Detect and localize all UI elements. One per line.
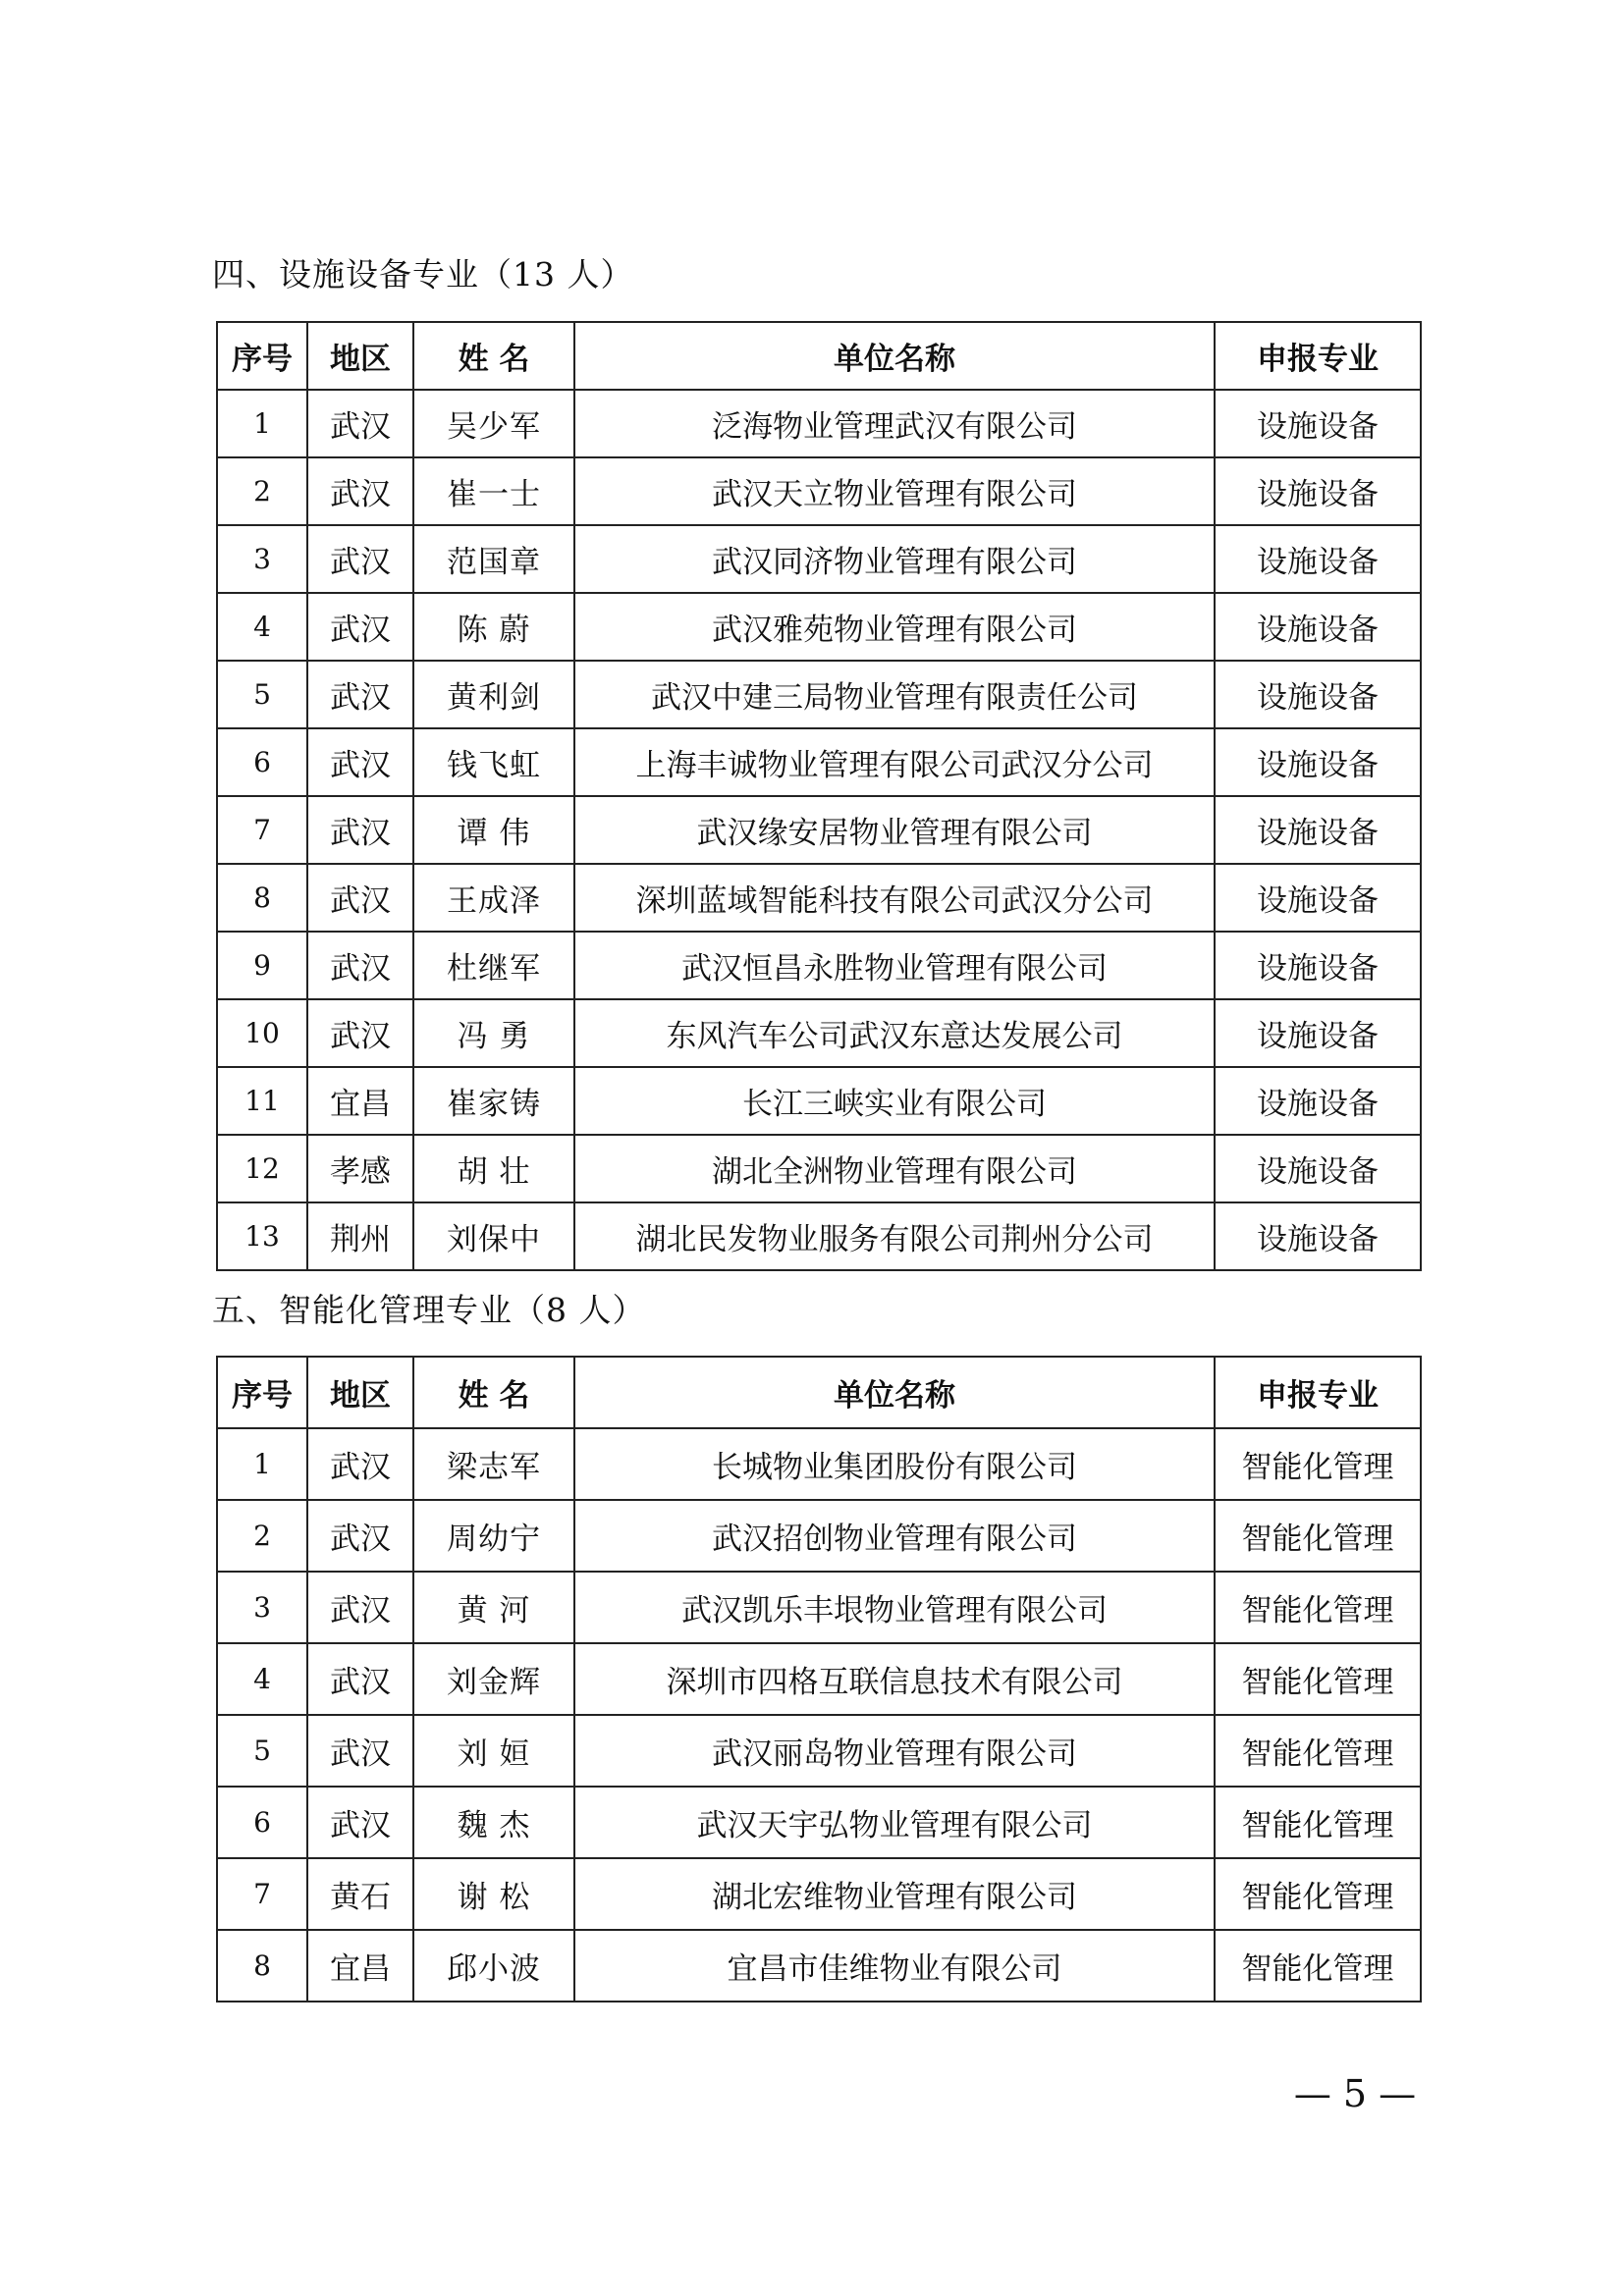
cell-unit: 宜昌市佳维物业有限公司 <box>574 1930 1215 2002</box>
cell-no: 6 <box>217 1787 307 1858</box>
cell-no: 4 <box>217 593 307 661</box>
cell-unit: 东风汽车公司武汉东意达发展公司 <box>574 999 1215 1067</box>
cell-region: 武汉 <box>307 661 413 728</box>
cell-region: 武汉 <box>307 1500 413 1572</box>
table-row <box>217 1500 1421 1572</box>
cell-major: 设施设备 <box>1215 796 1421 864</box>
table-row <box>217 932 1421 999</box>
table-row <box>217 390 1421 457</box>
section-heading-facilities: 四、设施设备专业（13 人） <box>212 255 634 294</box>
cell-region: 孝感 <box>307 1135 413 1202</box>
cell-no: 2 <box>217 457 307 525</box>
cell-major: 设施设备 <box>1215 1067 1421 1135</box>
cell-name: 刘金辉 <box>413 1643 574 1715</box>
facilities-table <box>216 321 1422 1271</box>
cell-no: 5 <box>217 1715 307 1787</box>
cell-major: 设施设备 <box>1215 728 1421 796</box>
cell-major: 智能化管理 <box>1215 1643 1421 1715</box>
cell-name: 杜继军 <box>413 932 574 999</box>
cell-region: 武汉 <box>307 1572 413 1643</box>
cell-name: 刘保中 <box>413 1202 574 1270</box>
cell-major: 智能化管理 <box>1215 1715 1421 1787</box>
cell-major: 设施设备 <box>1215 864 1421 932</box>
cell-name: 吴少军 <box>413 390 574 457</box>
column-header-name: 姓 名 <box>413 1357 574 1428</box>
cell-unit: 武汉天宇弘物业管理有限公司 <box>574 1787 1215 1858</box>
cell-region: 武汉 <box>307 457 413 525</box>
cell-no: 10 <box>217 999 307 1067</box>
cell-no: 11 <box>217 1067 307 1135</box>
column-header-major: 申报专业 <box>1215 322 1421 390</box>
cell-no: 13 <box>217 1202 307 1270</box>
table-row <box>217 1067 1421 1135</box>
cell-unit: 武汉中建三局物业管理有限责任公司 <box>574 661 1215 728</box>
cell-name: 周幼宁 <box>413 1500 574 1572</box>
table-header-row <box>217 322 1421 390</box>
cell-region: 宜昌 <box>307 1067 413 1135</box>
cell-major: 设施设备 <box>1215 525 1421 593</box>
column-header-unit: 单位名称 <box>574 1357 1215 1428</box>
cell-name: 冯 勇 <box>413 999 574 1067</box>
cell-region: 武汉 <box>307 728 413 796</box>
cell-unit: 武汉雅苑物业管理有限公司 <box>574 593 1215 661</box>
cell-region: 武汉 <box>307 593 413 661</box>
table-row <box>217 1858 1421 1930</box>
cell-major: 智能化管理 <box>1215 1572 1421 1643</box>
cell-no: 4 <box>217 1643 307 1715</box>
cell-major: 设施设备 <box>1215 999 1421 1067</box>
cell-no: 3 <box>217 525 307 593</box>
cell-major: 设施设备 <box>1215 457 1421 525</box>
page-number: — 5 — <box>1293 2072 1417 2115</box>
section-heading-smart-management: 五、智能化管理专业（8 人） <box>212 1291 646 1329</box>
cell-name: 崔家铸 <box>413 1067 574 1135</box>
table-row <box>217 1930 1421 2002</box>
cell-no: 8 <box>217 864 307 932</box>
cell-major: 智能化管理 <box>1215 1930 1421 2002</box>
cell-region: 武汉 <box>307 1643 413 1715</box>
table-row <box>217 1135 1421 1202</box>
table-row <box>217 1715 1421 1787</box>
cell-unit: 湖北宏维物业管理有限公司 <box>574 1858 1215 1930</box>
cell-no: 6 <box>217 728 307 796</box>
cell-major: 设施设备 <box>1215 661 1421 728</box>
cell-unit: 武汉同济物业管理有限公司 <box>574 525 1215 593</box>
table-row <box>217 796 1421 864</box>
cell-unit: 武汉丽岛物业管理有限公司 <box>574 1715 1215 1787</box>
cell-name: 陈 蔚 <box>413 593 574 661</box>
cell-unit: 武汉恒昌永胜物业管理有限公司 <box>574 932 1215 999</box>
cell-region: 武汉 <box>307 999 413 1067</box>
cell-region: 荆州 <box>307 1202 413 1270</box>
table-row <box>217 864 1421 932</box>
cell-region: 武汉 <box>307 796 413 864</box>
cell-major: 智能化管理 <box>1215 1428 1421 1500</box>
cell-name: 邱小波 <box>413 1930 574 2002</box>
cell-region: 武汉 <box>307 932 413 999</box>
cell-unit: 深圳蓝域智能科技有限公司武汉分公司 <box>574 864 1215 932</box>
cell-name: 谭 伟 <box>413 796 574 864</box>
cell-no: 9 <box>217 932 307 999</box>
cell-no: 2 <box>217 1500 307 1572</box>
cell-major: 设施设备 <box>1215 1135 1421 1202</box>
cell-region: 武汉 <box>307 390 413 457</box>
cell-name: 魏 杰 <box>413 1787 574 1858</box>
cell-major: 设施设备 <box>1215 593 1421 661</box>
column-header-no: 序号 <box>217 1357 307 1428</box>
table-row <box>217 1428 1421 1500</box>
cell-name: 黄利剑 <box>413 661 574 728</box>
cell-name: 谢 松 <box>413 1858 574 1930</box>
table-header-row <box>217 1357 1421 1428</box>
table-row <box>217 525 1421 593</box>
cell-major: 设施设备 <box>1215 390 1421 457</box>
cell-major: 智能化管理 <box>1215 1787 1421 1858</box>
table-row <box>217 999 1421 1067</box>
cell-no: 8 <box>217 1930 307 2002</box>
cell-major: 智能化管理 <box>1215 1500 1421 1572</box>
column-header-unit: 单位名称 <box>574 322 1215 390</box>
cell-region: 武汉 <box>307 1428 413 1500</box>
cell-region: 武汉 <box>307 864 413 932</box>
cell-name: 黄 河 <box>413 1572 574 1643</box>
cell-no: 3 <box>217 1572 307 1643</box>
table-row <box>217 1202 1421 1270</box>
cell-major: 智能化管理 <box>1215 1858 1421 1930</box>
cell-unit: 深圳市四格互联信息技术有限公司 <box>574 1643 1215 1715</box>
cell-unit: 武汉缘安居物业管理有限公司 <box>574 796 1215 864</box>
cell-unit: 武汉天立物业管理有限公司 <box>574 457 1215 525</box>
column-header-region: 地区 <box>307 1357 413 1428</box>
cell-major: 设施设备 <box>1215 932 1421 999</box>
cell-no: 1 <box>217 390 307 457</box>
smart-management-table <box>216 1356 1422 2002</box>
cell-name: 崔一士 <box>413 457 574 525</box>
table-row <box>217 1787 1421 1858</box>
cell-name: 王成泽 <box>413 864 574 932</box>
cell-region: 黄石 <box>307 1858 413 1930</box>
column-header-no: 序号 <box>217 322 307 390</box>
cell-unit: 湖北全洲物业管理有限公司 <box>574 1135 1215 1202</box>
cell-name: 梁志军 <box>413 1428 574 1500</box>
cell-unit: 长城物业集团股份有限公司 <box>574 1428 1215 1500</box>
column-header-region: 地区 <box>307 322 413 390</box>
column-header-name: 姓 名 <box>413 322 574 390</box>
cell-region: 武汉 <box>307 525 413 593</box>
cell-unit: 泛海物业管理武汉有限公司 <box>574 390 1215 457</box>
cell-no: 1 <box>217 1428 307 1500</box>
cell-unit: 长江三峡实业有限公司 <box>574 1067 1215 1135</box>
cell-no: 7 <box>217 796 307 864</box>
cell-name: 范国章 <box>413 525 574 593</box>
cell-no: 12 <box>217 1135 307 1202</box>
cell-major: 设施设备 <box>1215 1202 1421 1270</box>
table-row <box>217 661 1421 728</box>
cell-region: 宜昌 <box>307 1930 413 2002</box>
cell-region: 武汉 <box>307 1787 413 1858</box>
cell-name: 钱飞虹 <box>413 728 574 796</box>
cell-name: 胡 壮 <box>413 1135 574 1202</box>
table-row <box>217 1643 1421 1715</box>
cell-unit: 上海丰诚物业管理有限公司武汉分公司 <box>574 728 1215 796</box>
column-header-major: 申报专业 <box>1215 1357 1421 1428</box>
cell-unit: 武汉招创物业管理有限公司 <box>574 1500 1215 1572</box>
cell-name: 刘 姮 <box>413 1715 574 1787</box>
table-row <box>217 728 1421 796</box>
table-row <box>217 593 1421 661</box>
cell-unit: 湖北民发物业服务有限公司荆州分公司 <box>574 1202 1215 1270</box>
cell-region: 武汉 <box>307 1715 413 1787</box>
table-row <box>217 1572 1421 1643</box>
cell-no: 7 <box>217 1858 307 1930</box>
cell-no: 5 <box>217 661 307 728</box>
cell-unit: 武汉凯乐丰垠物业管理有限公司 <box>574 1572 1215 1643</box>
table-row <box>217 457 1421 525</box>
